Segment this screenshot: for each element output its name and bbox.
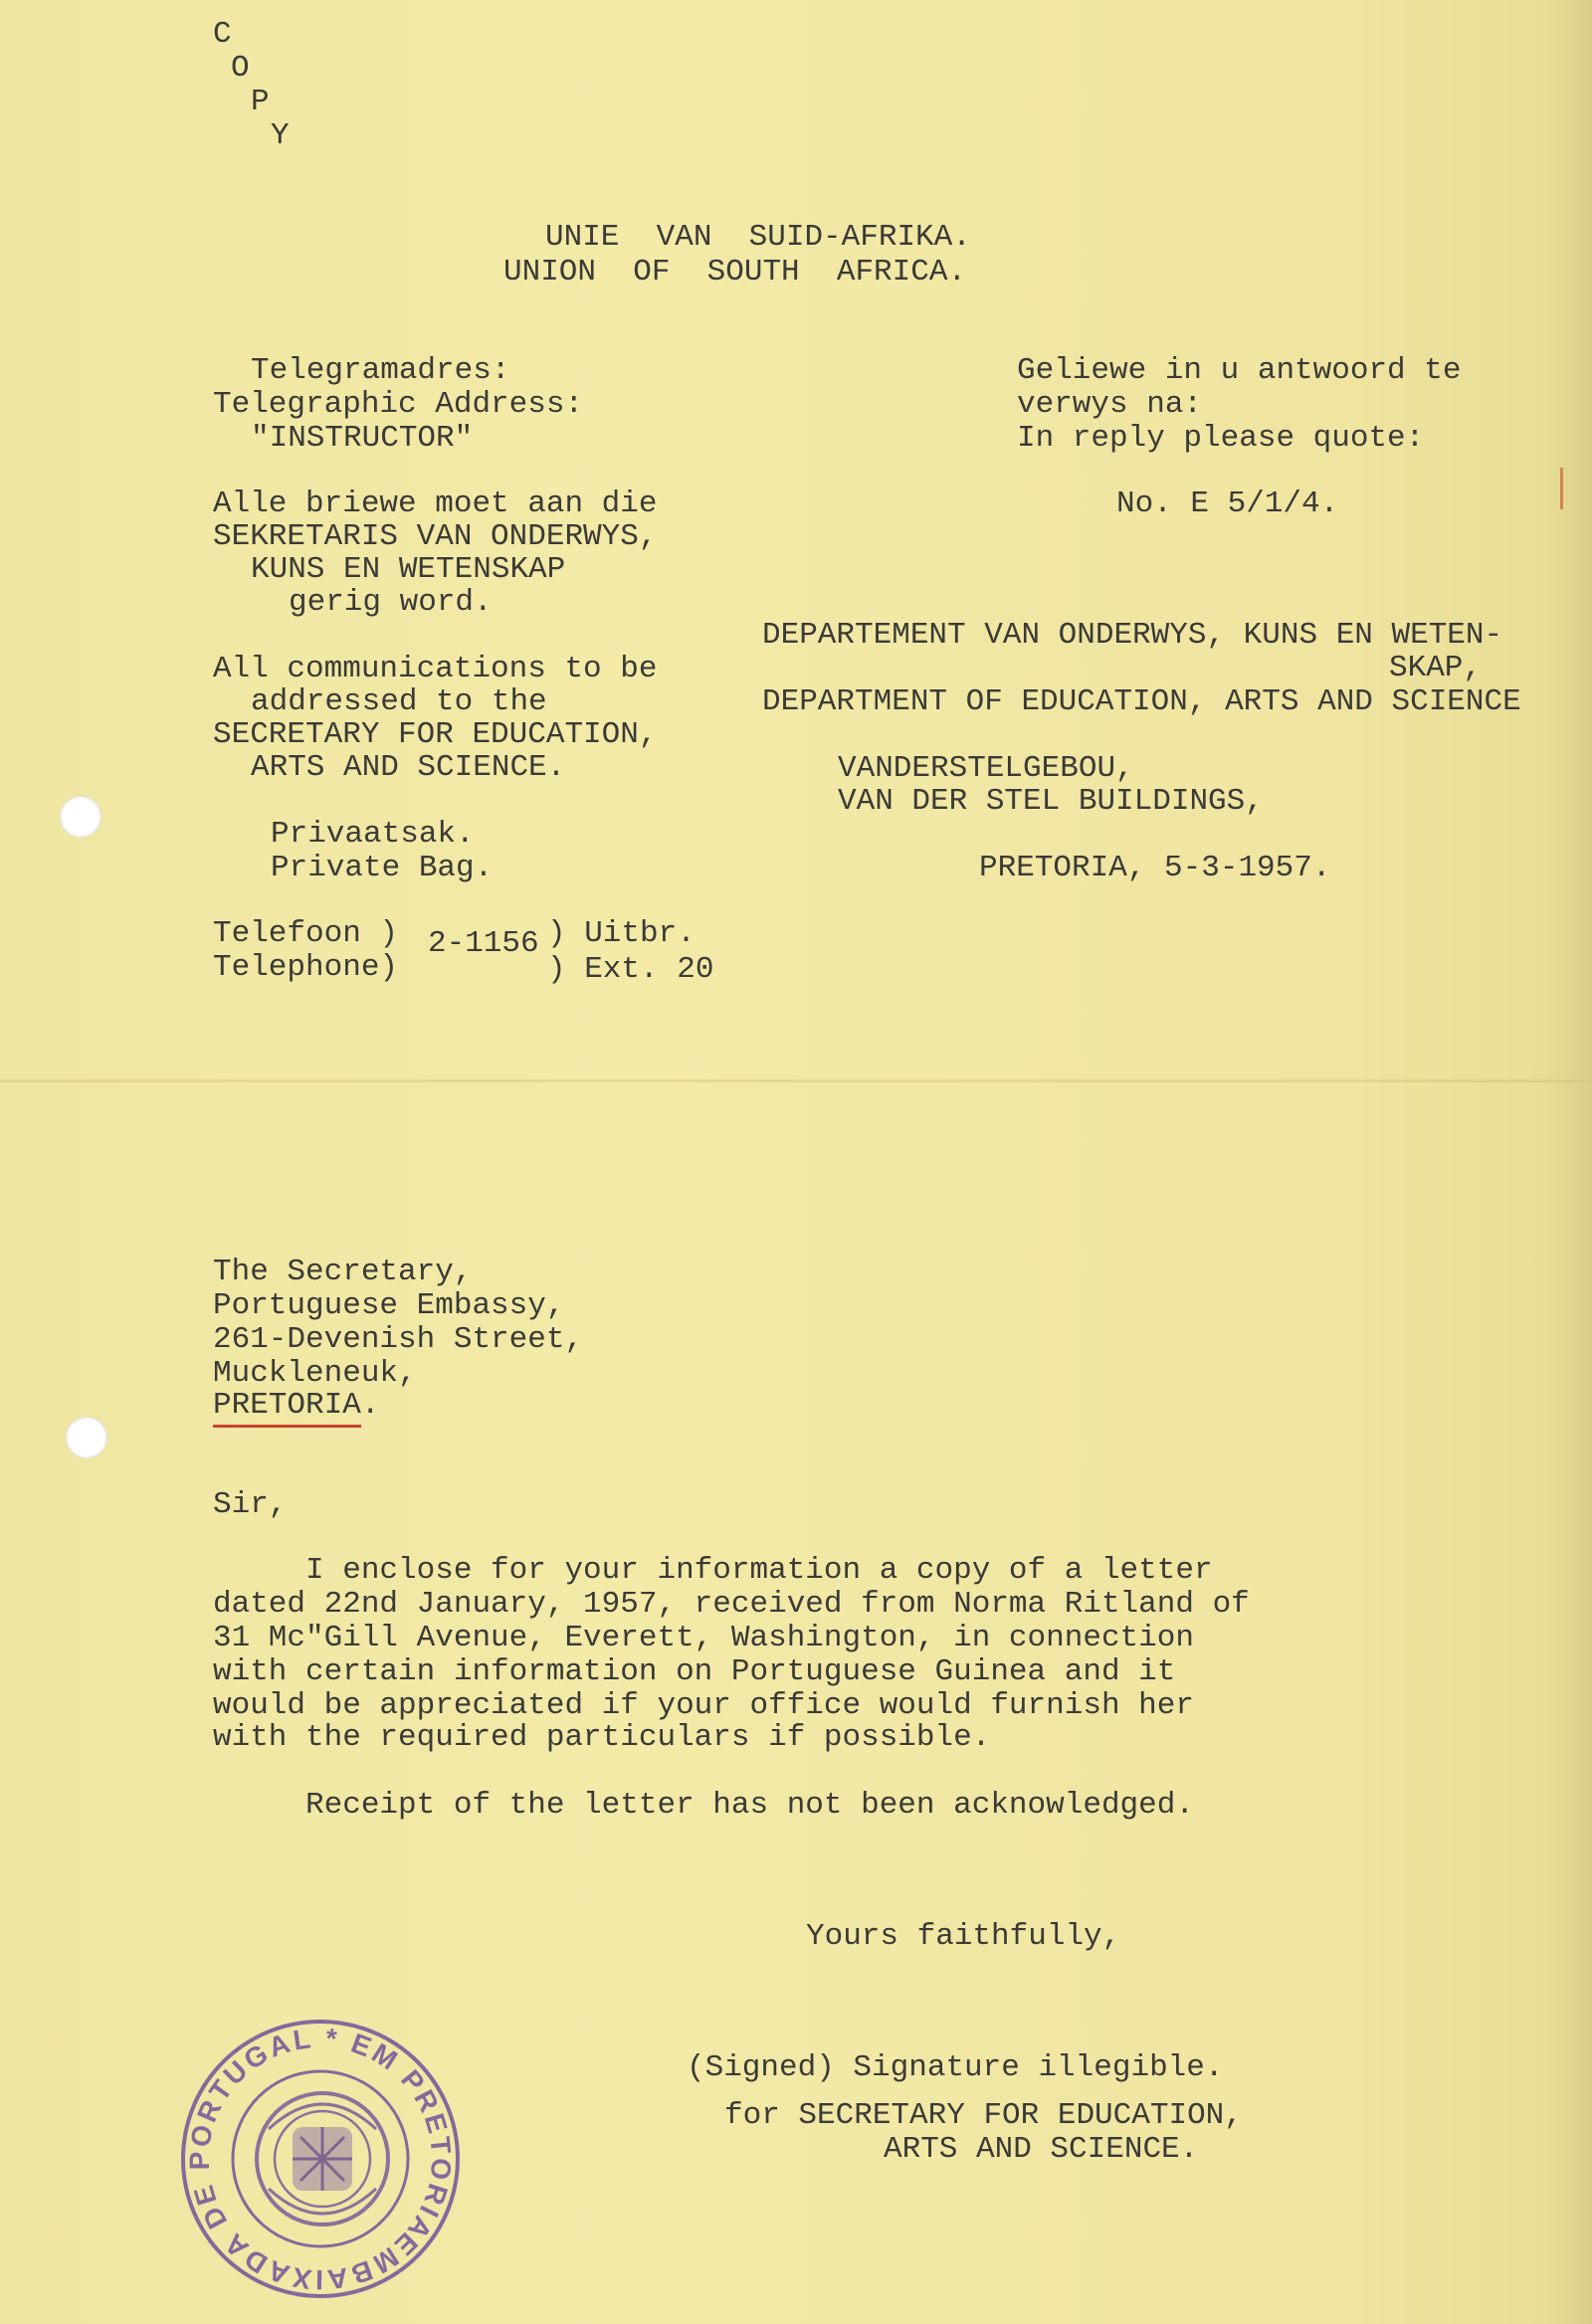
addressee-city: PRETORIA: [213, 1388, 361, 1428]
building-afrikaans: VANDERSTELGEBOU,: [838, 751, 1134, 786]
fold-crease: [0, 1079, 1592, 1082]
addressee-city-period: .: [360, 1388, 380, 1423]
telephone-number: 2-1156: [428, 926, 539, 961]
punch-hole-lower: [66, 1417, 107, 1458]
copy-letter: C: [213, 17, 232, 52]
addressee-line-4: Muckleneuk,: [213, 1356, 417, 1391]
copy-letter: O: [231, 51, 250, 86]
instruction-english-1: All communications to be: [213, 652, 658, 686]
punch-hole-upper: [60, 796, 101, 838]
instruction-english-3: SECRETARY FOR EDUCATION,: [213, 717, 658, 752]
addressee-line-1: The Secretary,: [213, 1255, 473, 1289]
signature-line-3: ARTS AND SCIENCE.: [884, 2132, 1199, 2167]
reply-instruction-2: verwys na:: [1017, 387, 1203, 422]
addressee-line-5: [213, 1389, 379, 1423]
header-afrikaans: UNIE VAN SUID-AFRIKA.: [545, 220, 971, 255]
telephone-label-afrikaans: Telefoon ): [213, 916, 399, 951]
building-english: VAN DER STEL BUILDINGS,: [838, 784, 1264, 819]
embassy-stamp: [171, 2010, 470, 2308]
instruction-afrikaans-4: gerig word.: [289, 585, 493, 620]
department-afrikaans-2: SKAP,: [1389, 651, 1483, 685]
telegram-code: "INSTRUCTOR": [251, 421, 474, 456]
body-line-1: I enclose for your information a copy of a letter: [213, 1553, 1213, 1588]
closing: Yours faithfully,: [806, 1919, 1121, 1954]
instruction-english-4: ARTS AND SCIENCE.: [251, 750, 566, 785]
addressee-line-3: 261-Devenish Street,: [213, 1322, 584, 1357]
reference-number: No. E 5/1/4.: [1116, 486, 1339, 521]
edge-mark: [1560, 468, 1563, 509]
body-line-6: with the required particulars if possible.: [213, 1720, 991, 1755]
telegram-label-afrikaans: Telegramadres:: [251, 353, 510, 388]
signature-line-1: (Signed) Signature illegible.: [687, 2050, 1224, 2085]
department-afrikaans-1: DEPARTEMENT VAN ONDERWYS, KUNS EN WETEN-: [762, 618, 1503, 653]
salutation: Sir,: [213, 1487, 288, 1522]
header-english: UNION OF SOUTH AFRICA.: [503, 255, 967, 290]
private-bag-afrikaans: Privaatsak.: [271, 817, 475, 852]
body-line-5: would be appreciated if your office would furnish her: [213, 1688, 1194, 1723]
addressee-line-2: Portuguese Embassy,: [213, 1288, 565, 1323]
department-english: DEPARTMENT OF EDUCATION, ARTS AND SCIENCE: [762, 684, 1521, 719]
telegram-label-english: Telegraphic Address:: [213, 387, 584, 422]
instruction-afrikaans-2: SEKRETARIS VAN ONDERWYS,: [213, 519, 658, 554]
stamp-text: EMBAIXADA DE PORTUGAL * EM PRETORIA: [183, 2023, 458, 2296]
instruction-afrikaans-1: Alle briewe moet aan die: [213, 486, 658, 521]
instruction-afrikaans-3: KUNS EN WETENSKAP: [251, 552, 566, 587]
stamp-emblem: [257, 2093, 388, 2225]
instruction-english-2: addressed to the: [251, 684, 547, 719]
copy-letter: Y: [271, 118, 290, 153]
private-bag-english: Private Bag.: [271, 851, 494, 885]
reply-instruction-1: Geliewe in u antwoord te: [1017, 353, 1462, 388]
body-line-3: 31 Mc"Gill Avenue, Everett, Washington, in connection: [213, 1621, 1194, 1655]
body-paragraph-2: Receipt of the letter has not been acknowledged.: [213, 1788, 1194, 1823]
extension-label-english: ) Ext. 20: [547, 952, 714, 987]
place-and-date: PRETORIA, 5-3-1957.: [979, 851, 1331, 885]
body-line-4: with certain information on Portuguese Guinea and it: [213, 1654, 1176, 1689]
reply-instruction-3: In reply please quote:: [1017, 421, 1425, 456]
telephone-label-english: Telephone): [213, 950, 399, 985]
extension-label-afrikaans: ) Uitbr.: [547, 916, 696, 951]
copy-letter: P: [251, 85, 270, 119]
body-line-2: dated 22nd January, 1957, received from Norma Ritland of: [213, 1587, 1250, 1622]
signature-line-2: for SECRETARY FOR EDUCATION,: [724, 2098, 1243, 2133]
